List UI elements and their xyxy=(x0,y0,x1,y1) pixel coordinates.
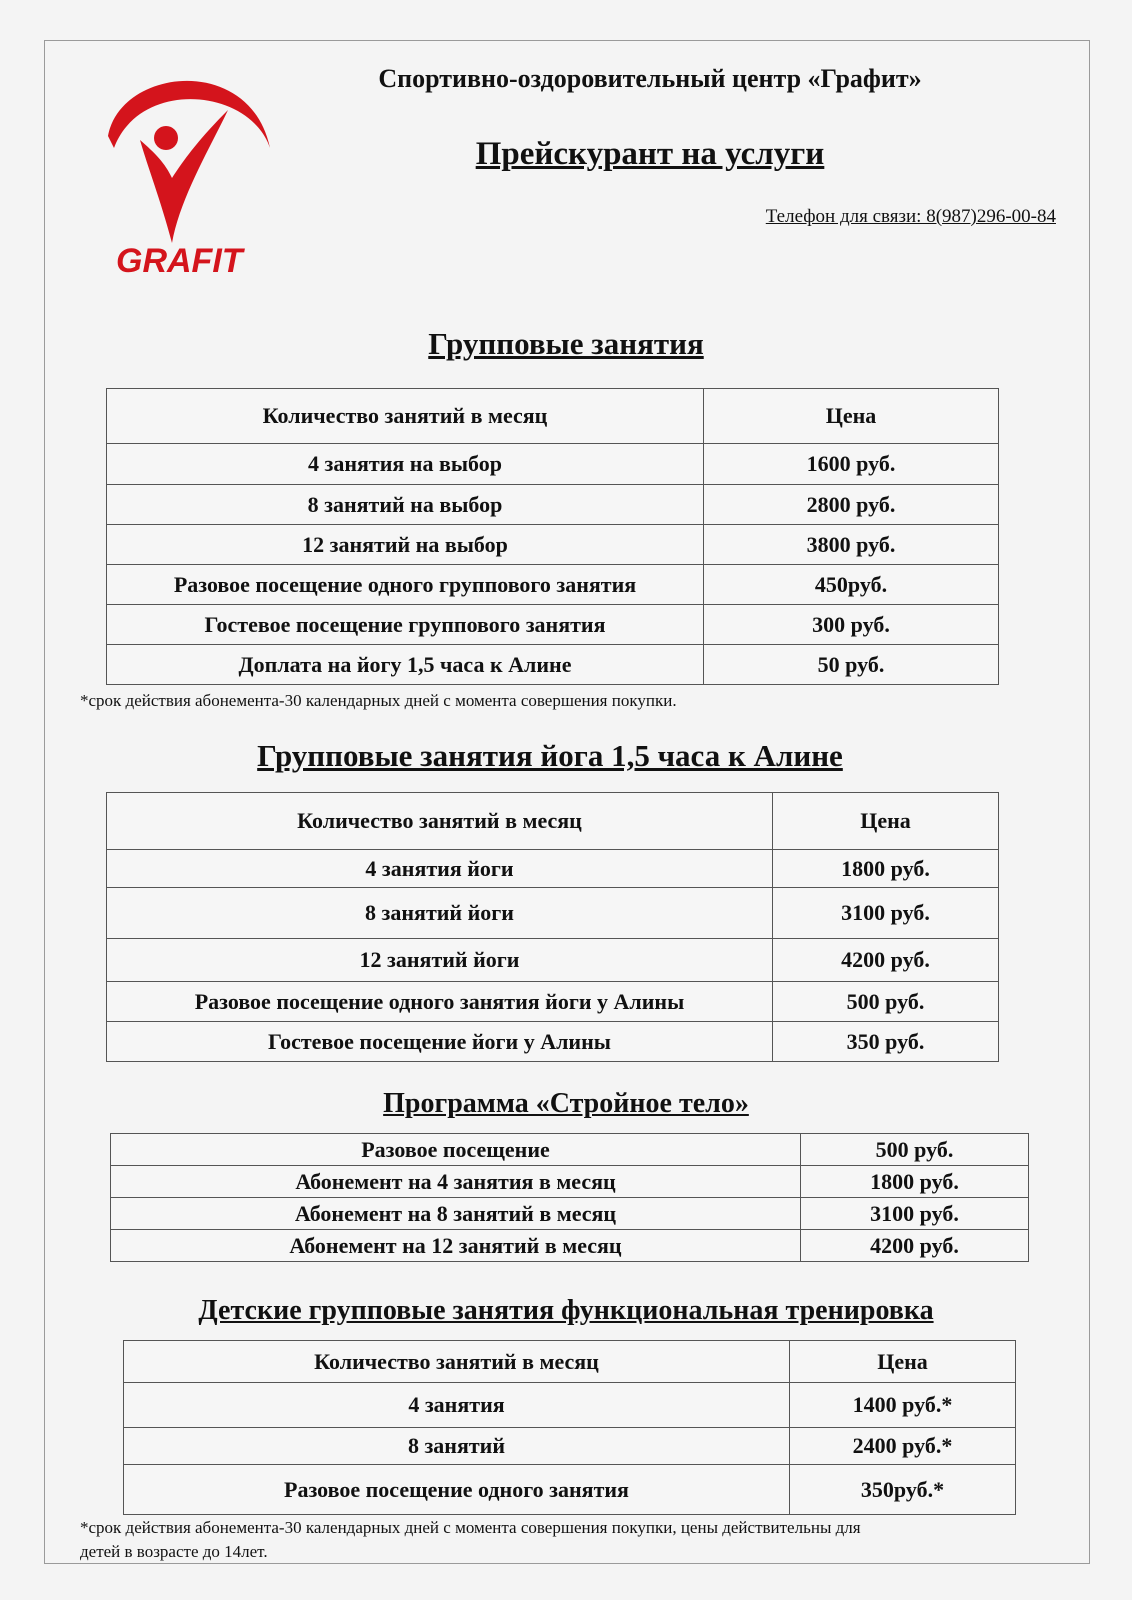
price-cell: 1400 руб.* xyxy=(790,1383,1016,1428)
price-cell: 50 руб. xyxy=(704,645,999,685)
price-cell: 3100 руб. xyxy=(801,1198,1029,1230)
service-cell: Разовое посещение xyxy=(111,1134,801,1166)
service-cell: 12 занятий на выбор xyxy=(107,525,704,565)
header-cell: Количество занятий в месяц xyxy=(107,389,704,444)
service-cell: 8 занятий на выбор xyxy=(107,485,704,525)
service-cell: Абонемент на 12 занятий в месяц xyxy=(111,1230,801,1262)
page-title: Прейскурант на услуги xyxy=(475,136,825,172)
section-title-group: Групповые занятия xyxy=(428,326,704,361)
table-row xyxy=(111,1230,1029,1262)
organization-name: Спортивно-оздоровительный центр «Графит» xyxy=(378,64,922,93)
table-row xyxy=(107,1022,999,1062)
section-title-kids: Детские групповые занятия функциональная тренировка xyxy=(198,1295,934,1326)
service-cell: 4 занятия на выбор xyxy=(107,444,704,485)
price-cell: 1800 руб. xyxy=(773,850,999,888)
group-classes-table xyxy=(106,388,999,685)
service-cell: 4 занятия йоги xyxy=(107,850,773,888)
yoga-table xyxy=(106,792,999,1062)
table-row xyxy=(107,605,999,645)
header-cell: Цена xyxy=(790,1341,1016,1383)
table-row xyxy=(107,982,999,1022)
table-row xyxy=(111,1198,1029,1230)
table-header-row xyxy=(124,1341,1016,1383)
price-cell: 2400 руб.* xyxy=(790,1428,1016,1465)
service-cell: Разовое посещение одного занятия йоги у Алины xyxy=(107,982,773,1022)
price-cell: 2800 руб. xyxy=(704,485,999,525)
service-cell: Абонемент на 4 занятия в месяц xyxy=(111,1166,801,1198)
price-cell: 4200 руб. xyxy=(801,1230,1029,1262)
table-row xyxy=(107,645,999,685)
section-title-slim-body: Программа «Стройное тело» xyxy=(383,1088,749,1119)
header-cell: Цена xyxy=(773,793,999,850)
service-cell: 8 занятий йоги xyxy=(107,888,773,939)
table-header-row xyxy=(107,793,999,850)
table-row xyxy=(107,888,999,939)
table-row xyxy=(107,525,999,565)
table-row xyxy=(111,1166,1029,1198)
group-classes-note: *срок действия абонемента-30 календарных дней с момента совершения покупки. xyxy=(80,691,677,710)
header-cell: Цена xyxy=(704,389,999,444)
slim-body-table xyxy=(110,1133,1029,1262)
price-cell: 1800 руб. xyxy=(801,1166,1029,1198)
price-cell: 3800 руб. xyxy=(704,525,999,565)
kids-table xyxy=(123,1340,1016,1515)
table-header-row xyxy=(107,389,999,444)
kids-note-line-2: детей в возрасте до 14лет. xyxy=(80,1542,268,1561)
price-cell: 300 руб. xyxy=(704,605,999,645)
header-cell: Количество занятий в месяц xyxy=(124,1341,790,1383)
table-row xyxy=(107,485,999,525)
table-row xyxy=(107,565,999,605)
price-cell: 500 руб. xyxy=(801,1134,1029,1166)
price-cell: 350руб.* xyxy=(790,1465,1016,1515)
price-cell: 500 руб. xyxy=(773,982,999,1022)
table-row xyxy=(124,1465,1016,1515)
service-cell: 4 занятия xyxy=(124,1383,790,1428)
price-cell: 4200 руб. xyxy=(773,939,999,982)
phone-contact: Телефон для связи: 8(987)296-00-84 xyxy=(765,206,1056,227)
service-cell: Абонемент на 8 занятий в месяц xyxy=(111,1198,801,1230)
svg-text:GRAFIT: GRAFIT xyxy=(116,242,243,280)
kids-note-line-1: *срок действия абонемента-30 календарных дней с момента совершения покупки, цены действительны для xyxy=(80,1518,861,1537)
service-cell: Гостевое посещение йоги у Алины xyxy=(107,1022,773,1062)
service-cell: Доплата на йогу 1,5 часа к Алине xyxy=(107,645,704,685)
table-row xyxy=(124,1383,1016,1428)
service-cell: Гостевое посещение группового занятия xyxy=(107,605,704,645)
grafit-logo xyxy=(100,58,280,288)
price-cell: 450руб. xyxy=(704,565,999,605)
table-row xyxy=(107,939,999,982)
header-cell: Количество занятий в месяц xyxy=(107,793,773,850)
price-cell: 350 руб. xyxy=(773,1022,999,1062)
service-cell: 12 занятий йоги xyxy=(107,939,773,982)
service-cell: 8 занятий xyxy=(124,1428,790,1465)
table-row xyxy=(107,850,999,888)
table-row xyxy=(111,1134,1029,1166)
price-cell: 3100 руб. xyxy=(773,888,999,939)
price-cell: 1600 руб. xyxy=(704,444,999,485)
section-title-yoga: Групповые занятия йога 1,5 часа к Алине xyxy=(257,738,843,773)
service-cell: Разовое посещение одного занятия xyxy=(124,1465,790,1515)
table-row xyxy=(124,1428,1016,1465)
table-row xyxy=(107,444,999,485)
service-cell: Разовое посещение одного группового занятия xyxy=(107,565,704,605)
